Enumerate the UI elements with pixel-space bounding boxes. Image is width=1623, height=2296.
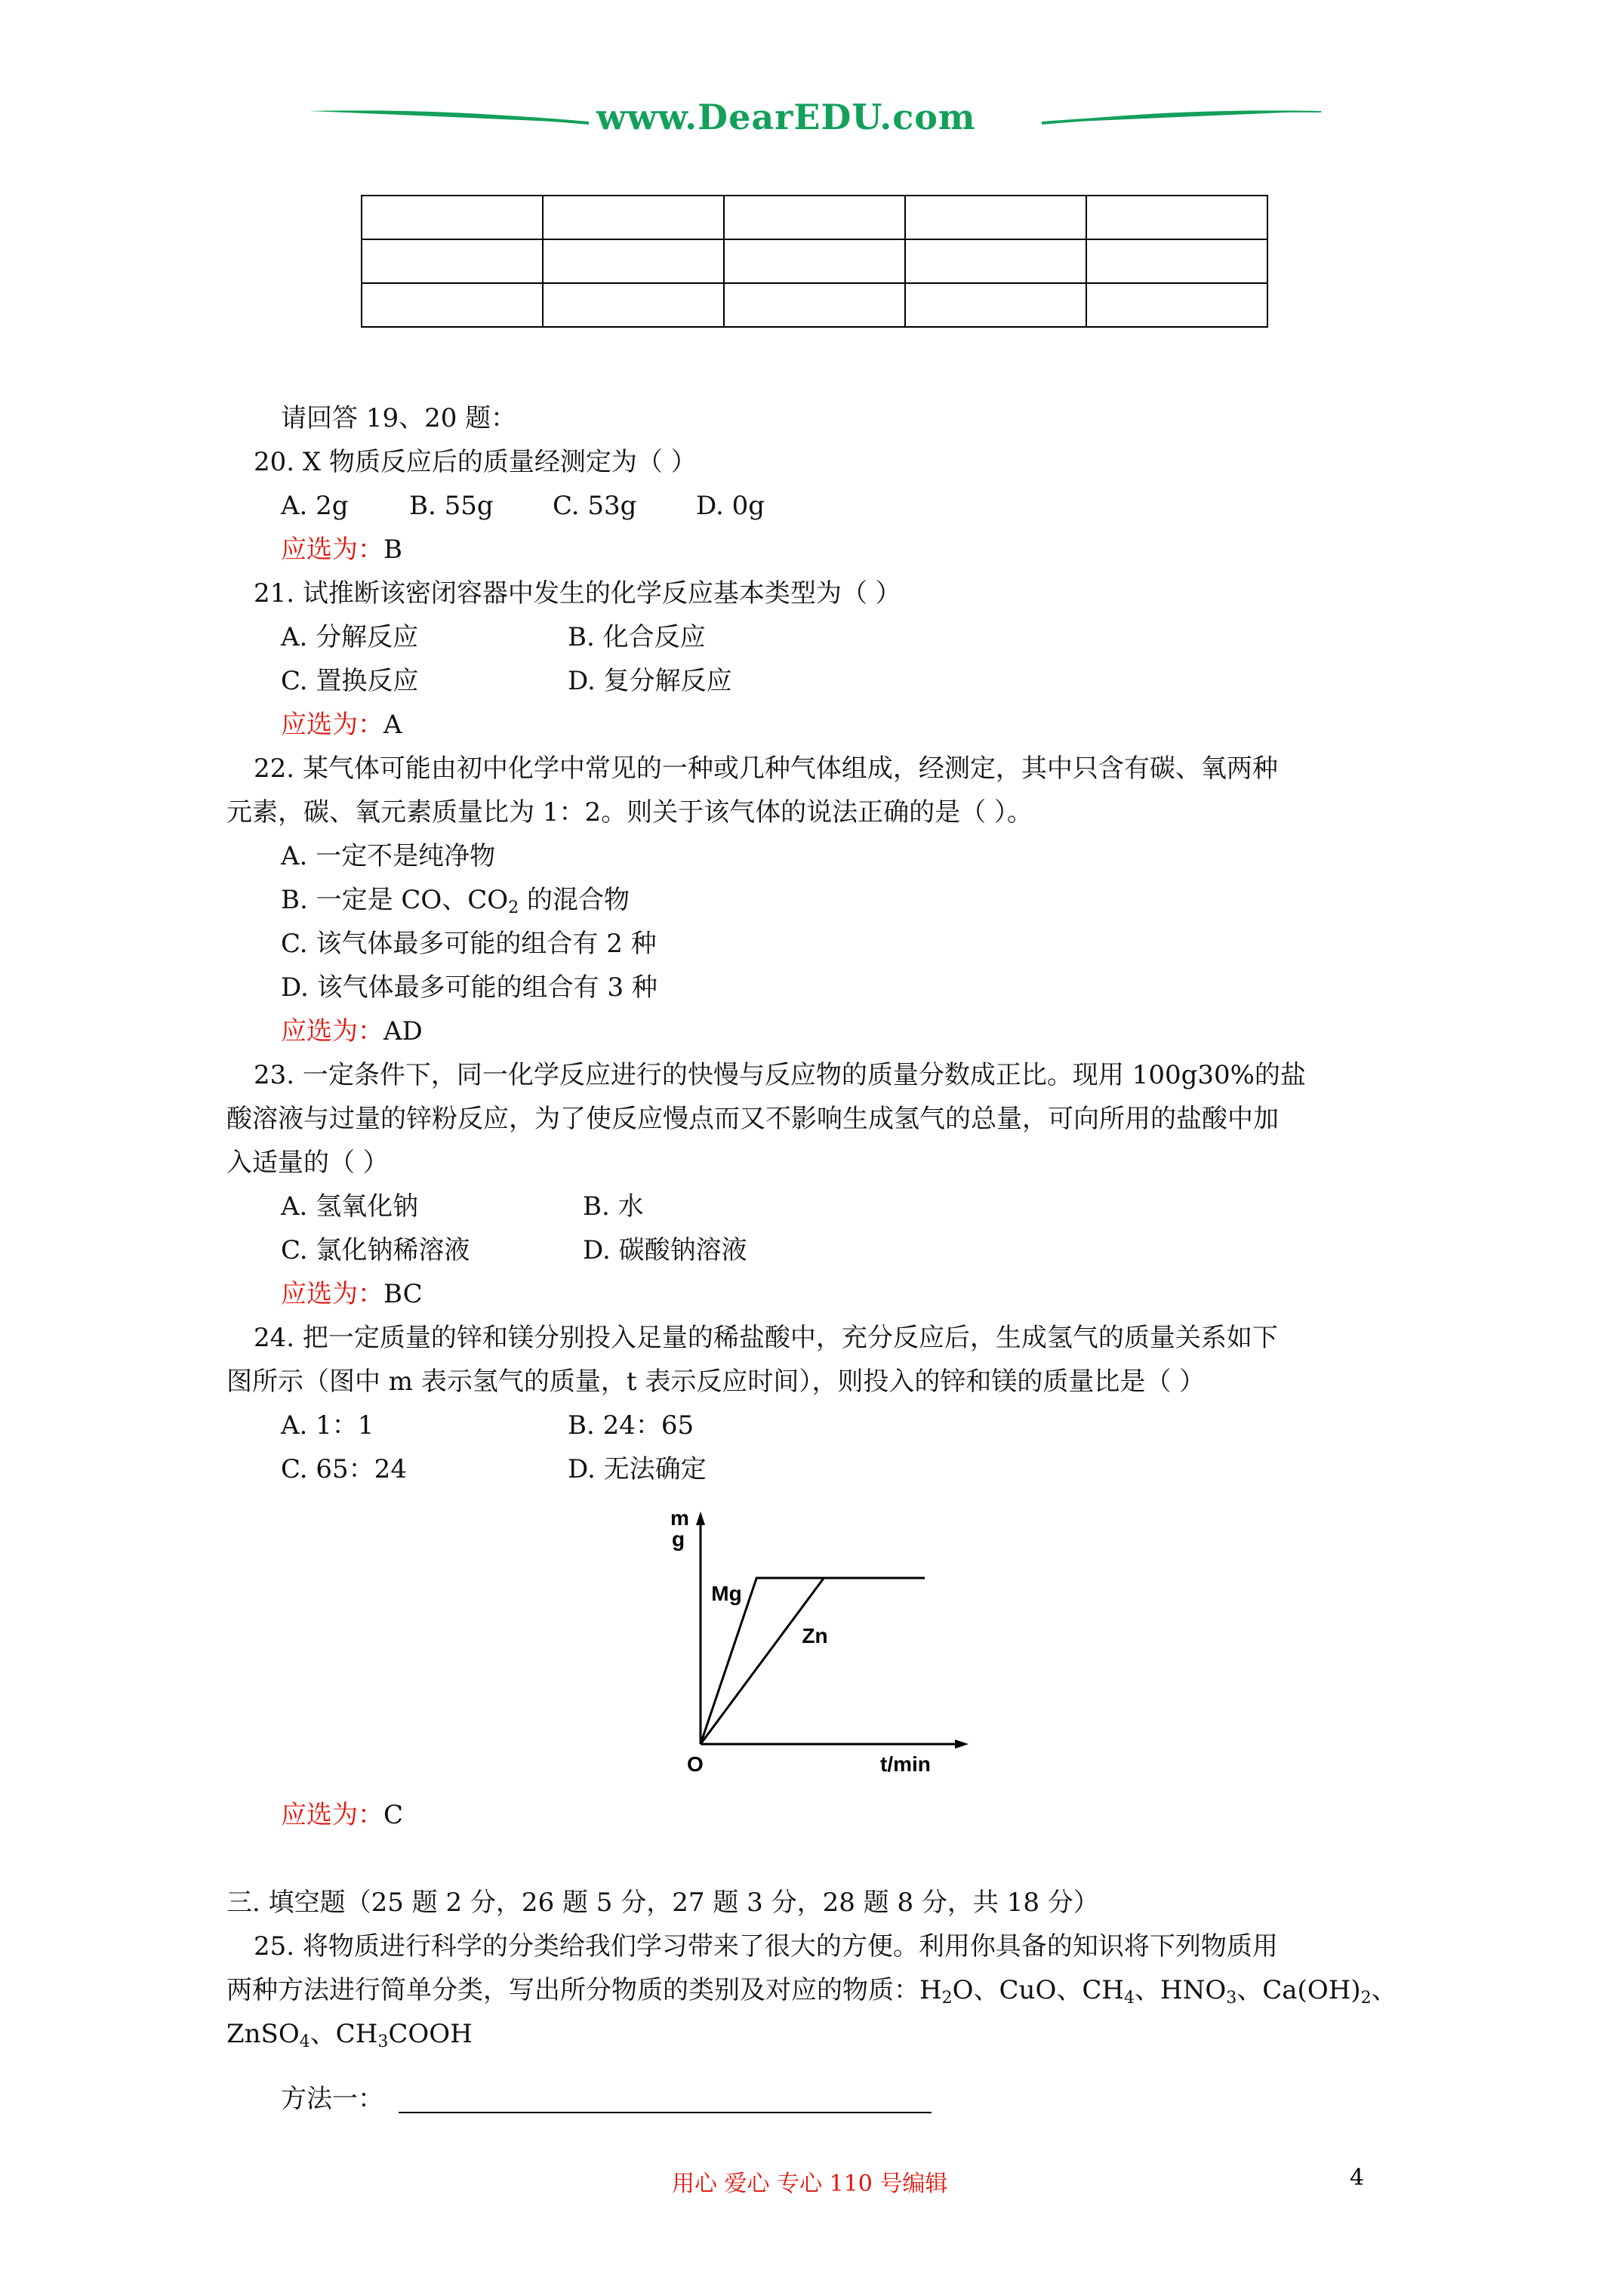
method1-label: 方法一： [281, 2084, 383, 2114]
data-table [361, 195, 1268, 328]
q24-option-b: B. 24：65 [568, 1410, 694, 1441]
q21-answer: 应选为：A [281, 710, 402, 740]
section3-title: 三. 填空题（25 题 2 分，26 题 5 分，27 题 3 分，28 题 8 分，共 18 分） [226, 1888, 1099, 1918]
q22-option-c: C. 该气体最多可能的组合有 2 种 [281, 929, 657, 959]
q22-option-b: B. 一定是 CO、$CO_2$ 的混合物 [281, 885, 630, 917]
x-label: t/min [880, 1752, 931, 1776]
intro-text: 请回答 19、20 题： [281, 403, 517, 433]
q24-stem-line2: 图所示（图中 m 表示氢气的质量，t 表示反应时间），则投入的锌和镁的质量比是（ ） [226, 1367, 1206, 1397]
q22-answer: 应选为：AD [281, 1016, 423, 1046]
table-row [362, 239, 1267, 283]
q20-option-d: D. 0g [696, 491, 765, 521]
q24-option-c: C. 65：24 [281, 1454, 407, 1484]
q21-option-a: A. 分解反应 [281, 622, 419, 652]
q25-line2: 两种方法进行简单分类，写出所分物质的类别及对应的物质：$H_2O$、CuO、$CH_4$、$HNO_3$、$Ca(OH)_2$、 [226, 1975, 1397, 2008]
y-axis-arrow [696, 1512, 705, 1525]
method1-answer-blank[interactable] [399, 2112, 932, 2113]
y-label-g: g [672, 1527, 685, 1551]
q20-option-a: A. 2g [281, 491, 349, 521]
table-row [362, 196, 1267, 239]
footer-text: 用心 爱心 专心 110 号编辑 [672, 2171, 948, 2197]
q21-option-c: C. 置换反应 [281, 666, 419, 696]
q23-option-b: B. 水 [583, 1191, 644, 1222]
q21-stem: 21. 试推断该密闭容器中发生的化学反应基本类型为（ ） [254, 578, 901, 609]
table-row [362, 283, 1267, 327]
q20-option-c: C. 53g [553, 491, 637, 521]
q22-stem-line1: 22. 某气体可能由初中化学中常见的一种或几种气体组成，经测定，其中只含有碳、氧两种 [254, 754, 1278, 784]
q23-stem-line3: 入适量的（ ） [226, 1148, 389, 1178]
q20-option-b: B. 55g [409, 491, 494, 521]
x-axis-arrow [955, 1740, 969, 1749]
q23-stem-line2: 酸溶液与过量的锌粉反应，为了使反应慢点而又不影响生成氢气的总量，可向所用的盐酸中加 [226, 1104, 1279, 1134]
q23-answer: 应选为：BC [281, 1279, 423, 1309]
q24-option-a: A. 1：1 [281, 1410, 374, 1441]
q21-option-d: D. 复分解反应 [568, 666, 732, 696]
q20-stem: 20. X 物质反应后的质量经测定为（ ） [254, 447, 697, 477]
q23-option-c: C. 氯化钠稀溶液 [281, 1235, 470, 1265]
q21-option-b: B. 化合反应 [568, 622, 706, 652]
header-site-title: www.DearEDU.com [596, 97, 976, 137]
q23-stem-line1: 23. 一定条件下，同一化学反应进行的快慢与反应物的质量分数成正比。现用 100g30%的盐 [254, 1060, 1306, 1090]
q25-line3: ZnSO$_4$、$CH_3COOH$ [226, 2019, 473, 2051]
q25-line1: 25. 将物质进行科学的分类给我们学习带来了很大的方便。利用你具备的知识将下列物质用 [254, 1931, 1278, 1962]
q22-stem-line2: 元素，碳、氧元素质量比为 1：2。则关于该气体的说法正确的是（ ）。 [226, 797, 1033, 827]
q22-option-a: A. 一定不是纯净物 [281, 841, 496, 871]
q23-option-d: D. 碳酸钠溶液 [583, 1235, 747, 1265]
y-label-m: m [670, 1506, 689, 1530]
q23-option-a: A. 氢氧化钠 [281, 1191, 419, 1222]
series-label-zn: Zn [802, 1624, 828, 1647]
q24-stem-line1: 24. 把一定质量的锌和镁分别投入足量的稀盐酸中，充分反应后，生成氢气的质量关系如下 [254, 1323, 1278, 1353]
q24-option-d: D. 无法确定 [568, 1454, 707, 1484]
q22-option-d: D. 该气体最多可能的组合有 3 种 [281, 972, 658, 1003]
mass-time-chart [657, 1502, 989, 1782]
series-label-mg: Mg [711, 1582, 742, 1605]
q24-answer: 应选为：C [281, 1800, 404, 1830]
origin-label: O [687, 1752, 704, 1776]
q20-answer: 应选为：B [281, 535, 402, 565]
page-number: 4 [1350, 2165, 1365, 2191]
